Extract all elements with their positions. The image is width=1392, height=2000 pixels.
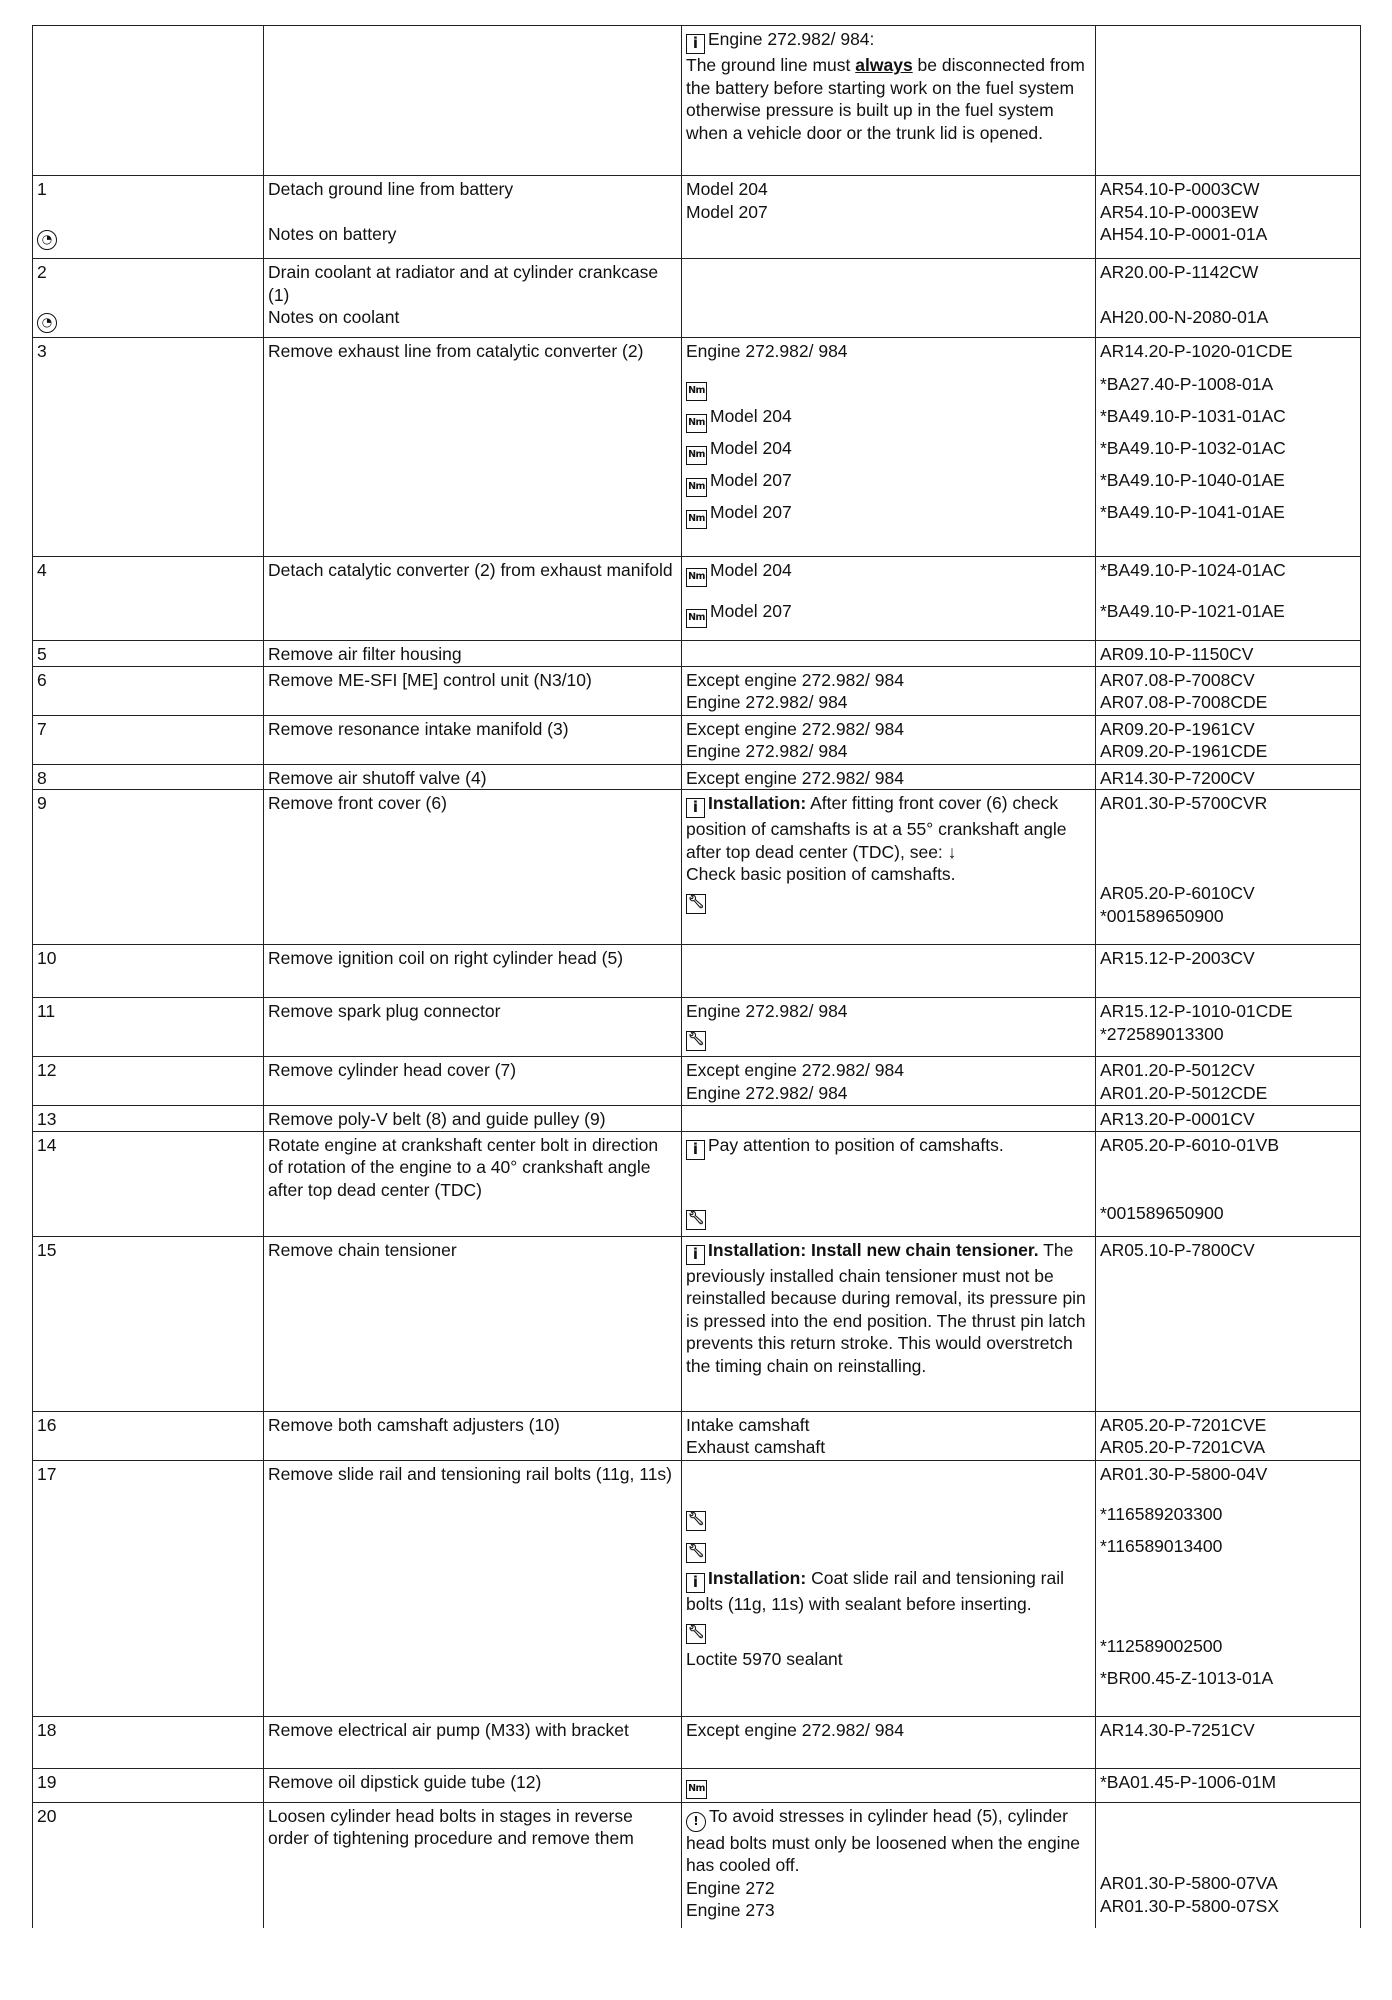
- note-text: Except engine 272.982/ 984: [686, 1719, 904, 1740]
- reference-link[interactable]: AR01.20-P-5012CDE: [1100, 1082, 1268, 1103]
- note-text: Model 204: [710, 437, 792, 458]
- step-number: 12: [37, 1060, 57, 1080]
- reference-link[interactable]: AH54.10-P-0001-01A: [1100, 224, 1268, 244]
- reference-link[interactable]: *BR00.45-Z-1013-01A: [1100, 1667, 1274, 1688]
- work-step-text: Notes on battery: [268, 224, 397, 244]
- reference-link[interactable]: AR01.30-P-5700CVR: [1100, 793, 1268, 813]
- reference-link[interactable]: *112589002500: [1100, 1635, 1223, 1656]
- note-text: Engine 272.982/ 984: [686, 1082, 848, 1103]
- reference-cell: [1096, 666, 1361, 715]
- reference-link[interactable]: AR14.20-P-1020-01CDE: [1100, 341, 1293, 361]
- work-step-cell: [264, 998, 682, 1057]
- reference-link[interactable]: AR01.30-P-5800-07SX: [1100, 1895, 1279, 1916]
- note-text: Model 204: [710, 405, 792, 426]
- note-text: Engine 273: [686, 1900, 775, 1920]
- note-heading: Installation:: [708, 1568, 807, 1588]
- note-text: Engine 272.982/ 984: [686, 1001, 848, 1021]
- reference-link[interactable]: AR15.12-P-1010-01CDE: [1100, 1001, 1293, 1021]
- note-text: Loctite 5970 sealant: [686, 1648, 843, 1669]
- notes-cell: [682, 1057, 1096, 1106]
- work-step-text: Remove oil dipstick guide tube (12): [268, 1771, 542, 1792]
- table-row: [33, 790, 1361, 945]
- notes-cell: [682, 1716, 1096, 1768]
- reference-cell: [1096, 1131, 1361, 1236]
- table-row: [33, 764, 1361, 790]
- step-number: 15: [37, 1239, 57, 1260]
- work-step-text: Remove ignition coil on right cylinder head (5): [268, 948, 624, 968]
- work-step-cell: [264, 1131, 682, 1236]
- reference-link[interactable]: AR05.20-P-6010CV: [1100, 883, 1255, 903]
- table-row: [33, 557, 1361, 641]
- reference-link[interactable]: *001589650900: [1100, 1202, 1224, 1223]
- note-heading: Installation:: [708, 793, 807, 813]
- note-text: Except engine 272.982/ 984: [686, 1060, 904, 1080]
- note-text: Intake camshaft: [686, 1414, 810, 1435]
- reference-link[interactable]: AR14.30-P-7200CV: [1100, 767, 1255, 788]
- reference-link[interactable]: AR13.20-P-0001CV: [1100, 1109, 1255, 1129]
- step-number: 7: [37, 718, 47, 739]
- table-row: [33, 1460, 1361, 1716]
- work-step-text: Remove ME-SFI [ME] control unit (N3/10): [268, 669, 592, 690]
- notes-icon: ◔: [37, 313, 57, 333]
- reference-link[interactable]: AR01.30-P-5800-07VA: [1100, 1873, 1278, 1893]
- note-text: Except engine 272.982/ 984: [686, 718, 904, 739]
- special-tool-icon: 🔧︎: [686, 1031, 706, 1051]
- notes-cell: [682, 557, 1096, 641]
- work-step-text: Loosen cylinder head bolts in stages in reverse order of tightening procedure and remove them: [268, 1805, 638, 1848]
- table-row: [33, 1236, 1361, 1411]
- reference-link[interactable]: *272589013300: [1100, 1023, 1224, 1044]
- special-tool-icon: 🔧︎: [686, 1210, 706, 1230]
- reference-cell: [1096, 1057, 1361, 1106]
- notes-cell: [682, 26, 1096, 176]
- reference-cell: [1096, 945, 1361, 998]
- work-step-text: Remove exhaust line from catalytic converter (2): [268, 341, 644, 361]
- step-number: 5: [37, 644, 47, 664]
- step-number-cell: [33, 1236, 264, 1411]
- reference-link[interactable]: *BA49.10-P-1032-01AC: [1100, 437, 1286, 458]
- note-heading: Installation: Install new chain tensioner.: [708, 1239, 1039, 1260]
- step-number-cell: [33, 764, 264, 790]
- work-step-cell: [264, 641, 682, 667]
- step-number-cell: [33, 715, 264, 764]
- table-row: [33, 715, 1361, 764]
- note-text: be disconnected from the battery before starting work on the fuel system otherwise pressure is built up in the fuel system when a vehicle door or the trunk lid is opened.: [686, 55, 1085, 143]
- notes-cell: [682, 790, 1096, 945]
- reference-link[interactable]: AR54.10-P-0003EW: [1100, 201, 1259, 222]
- warning-icon: !: [686, 1812, 706, 1832]
- notes-cell: [682, 1802, 1096, 1928]
- step-number: 9: [37, 793, 47, 813]
- table-row: [33, 1106, 1361, 1132]
- note-text: Engine 272: [686, 1877, 775, 1898]
- torque-icon: Nm: [686, 478, 707, 497]
- table-row: [33, 666, 1361, 715]
- reference-cell: [1096, 1460, 1361, 1716]
- step-number-cell: [33, 26, 264, 176]
- torque-icon: Nm: [686, 446, 707, 465]
- reference-link[interactable]: *BA49.10-P-1040-01AE: [1100, 469, 1285, 490]
- work-step-text: Remove front cover (6): [268, 793, 447, 813]
- notes-cell: [682, 641, 1096, 667]
- reference-link[interactable]: *BA49.10-P-1041-01AE: [1100, 501, 1285, 522]
- notes-cell: [682, 259, 1096, 338]
- work-step-cell: [264, 338, 682, 557]
- reference-link[interactable]: AR05.20-P-7201CVE: [1100, 1414, 1267, 1435]
- reference-link[interactable]: *116589013400: [1100, 1536, 1223, 1556]
- note-text: Model 204: [686, 179, 768, 199]
- step-number: 13: [37, 1109, 57, 1129]
- step-number-cell: [33, 176, 264, 259]
- step-number-cell: [33, 1411, 264, 1460]
- special-tool-icon: 🔧︎: [686, 1511, 706, 1531]
- note-text: Model 207: [710, 501, 792, 522]
- reference-link[interactable]: AR09.20-P-1961CV: [1100, 718, 1255, 739]
- info-icon: i: [686, 798, 705, 818]
- work-step-text: Remove resonance intake manifold (3): [268, 718, 569, 739]
- work-step-text: Remove poly-V belt (8) and guide pulley (9): [268, 1109, 606, 1129]
- step-number-cell: [33, 790, 264, 945]
- step-number: 8: [37, 767, 47, 788]
- work-step-text: Detach catalytic converter (2) from exhaust manifold: [268, 560, 673, 580]
- reference-cell: [1096, 998, 1361, 1057]
- note-text: Except engine 272.982/ 984: [686, 767, 904, 788]
- work-step-text: Remove air shutoff valve (4): [268, 767, 487, 788]
- note-text: The previously installed chain tensioner must not be reinstalled because during removal, its pressure pin is pressed into the end position. The thrust pin latch prevents this return stroke. This would overstretch the timing chain on reinstalling.: [686, 1239, 1086, 1376]
- step-number-cell: [33, 641, 264, 667]
- torque-icon: Nm: [686, 1780, 707, 1799]
- reference-cell: [1096, 715, 1361, 764]
- note-text: Exhaust camshaft: [686, 1437, 826, 1457]
- work-step-text: Remove cylinder head cover (7): [268, 1060, 517, 1080]
- notes-cell: [682, 1131, 1096, 1236]
- reference-link[interactable]: *BA49.10-P-1021-01AE: [1100, 601, 1285, 621]
- reference-link[interactable]: *116589203300: [1100, 1504, 1223, 1524]
- note-text: Engine 272.982/ 984: [686, 741, 848, 761]
- reference-cell: [1096, 790, 1361, 945]
- step-number-cell: [33, 557, 264, 641]
- procedure-document: [32, 25, 1360, 1928]
- work-step-text: Remove chain tensioner: [268, 1239, 457, 1260]
- reference-cell: [1096, 1716, 1361, 1768]
- notes-cell: [682, 1460, 1096, 1716]
- work-step-text: Remove spark plug connector: [268, 1001, 501, 1021]
- notes-icon: ◔: [37, 230, 57, 250]
- step-number: 20: [37, 1805, 57, 1826]
- notes-cell: [682, 945, 1096, 998]
- reference-cell: [1096, 641, 1361, 667]
- note-text: Model 207: [710, 469, 792, 490]
- reference-link[interactable]: *BA01.45-P-1006-01M: [1100, 1771, 1277, 1792]
- reference-cell: [1096, 764, 1361, 790]
- note-text: Check basic position of camshafts.: [686, 864, 956, 884]
- note-text: To avoid stresses in cylinder head (5), cylinder head bolts must only be loosened when the engine has cooled off.: [686, 1805, 1081, 1875]
- reference-cell: [1096, 557, 1361, 641]
- step-number: 17: [37, 1463, 57, 1484]
- work-step-cell: [264, 1106, 682, 1132]
- note-text: Engine 272.982/ 984: [686, 341, 848, 361]
- note-text: Except engine 272.982/ 984: [686, 669, 904, 690]
- step-number-cell: [33, 1802, 264, 1928]
- notes-cell: [682, 1236, 1096, 1411]
- step-number: 6: [37, 669, 47, 690]
- work-step-cell: [264, 557, 682, 641]
- work-step-cell: [264, 176, 682, 259]
- note-text: Engine 272.982/ 984: [686, 692, 848, 712]
- reference-link[interactable]: AR05.20-P-6010-01VB: [1100, 1134, 1279, 1155]
- work-step-text: Remove slide rail and tensioning rail bolts (11g, 11s): [268, 1463, 673, 1484]
- work-step-cell: [264, 1460, 682, 1716]
- step-number-cell: [33, 1131, 264, 1236]
- reference-link[interactable]: *BA49.10-P-1024-01AC: [1100, 560, 1286, 580]
- step-number-cell: [33, 666, 264, 715]
- step-number-cell: [33, 1057, 264, 1106]
- notes-cell: [682, 666, 1096, 715]
- notes-cell: [682, 338, 1096, 557]
- work-step-text: Remove both camshaft adjusters (10): [268, 1414, 560, 1435]
- reference-cell: [1096, 259, 1361, 338]
- step-number-cell: [33, 1716, 264, 1768]
- reference-link[interactable]: *BA49.10-P-1031-01AC: [1100, 405, 1286, 426]
- torque-icon: Nm: [686, 609, 707, 628]
- reference-link[interactable]: AR07.08-P-7008CDE: [1100, 692, 1268, 712]
- step-number: 16: [37, 1414, 57, 1435]
- reference-link[interactable]: AR05.10-P-7800CV: [1100, 1239, 1255, 1260]
- table-row: [33, 1131, 1361, 1236]
- note-text: The ground line must: [686, 55, 856, 75]
- reference-link[interactable]: AR07.08-P-7008CV: [1100, 669, 1255, 690]
- reference-link[interactable]: AR01.30-P-5800-04V: [1100, 1463, 1268, 1484]
- work-step-cell: [264, 764, 682, 790]
- step-number: 14: [37, 1134, 57, 1155]
- step-number: 18: [37, 1719, 57, 1740]
- notes-cell: [682, 1106, 1096, 1132]
- reference-cell: [1096, 1236, 1361, 1411]
- procedure-table: [32, 25, 1361, 1928]
- reference-link[interactable]: AR15.12-P-2003CV: [1100, 948, 1255, 968]
- reference-link[interactable]: AR09.10-P-1150CV: [1100, 644, 1254, 664]
- table-row: [33, 945, 1361, 998]
- reference-link[interactable]: AR09.20-P-1961CDE: [1100, 741, 1268, 761]
- notes-cell: [682, 176, 1096, 259]
- work-step-text: Rotate engine at crankshaft center bolt in direction of rotation of the engine to a 40° crankshaft angle after top dead center (TDC): [268, 1134, 663, 1200]
- reference-link[interactable]: AH20.00-N-2080-01A: [1100, 307, 1269, 327]
- note-text: Pay attention to position of camshafts.: [708, 1134, 1004, 1155]
- note-text: After fitting front cover (6) check position of camshafts is at a 55° crankshaft angle after top dead center (TDC), see: ↓: [686, 793, 1067, 862]
- torque-icon: Nm: [686, 510, 707, 529]
- work-step-cell: [264, 1716, 682, 1768]
- table-row: [33, 1802, 1361, 1928]
- reference-cell: [1096, 1106, 1361, 1132]
- note-text: Model 204: [710, 560, 792, 580]
- reference-link[interactable]: AR05.20-P-7201CVA: [1100, 1437, 1266, 1457]
- work-step-cell: [264, 1057, 682, 1106]
- reference-link[interactable]: AR14.30-P-7251CV: [1100, 1719, 1255, 1740]
- torque-icon: Nm: [686, 568, 707, 587]
- reference-cell: [1096, 1411, 1361, 1460]
- work-step-text: Remove air filter housing: [268, 644, 462, 664]
- torque-icon: Nm: [686, 414, 707, 433]
- step-number-cell: [33, 338, 264, 557]
- work-step-cell: [264, 26, 682, 176]
- torque-icon: Nm: [686, 382, 707, 401]
- notes-cell: [682, 715, 1096, 764]
- work-step-cell: [264, 1768, 682, 1802]
- step-number: 10: [37, 948, 57, 968]
- info-icon: i: [686, 34, 705, 54]
- table-row: [33, 641, 1361, 667]
- step-number-cell: [33, 1460, 264, 1716]
- notes-cell: [682, 998, 1096, 1057]
- reference-link[interactable]: AR01.20-P-5012CV: [1100, 1060, 1255, 1080]
- work-step-text: Remove electrical air pump (M33) with bracket: [268, 1719, 629, 1740]
- reference-cell: [1096, 176, 1361, 259]
- work-step-cell: [264, 790, 682, 945]
- work-step-cell: [264, 259, 682, 338]
- special-tool-icon: 🔧︎: [686, 1543, 706, 1563]
- reference-link[interactable]: *001589650900: [1100, 905, 1224, 926]
- reference-cell: [1096, 1802, 1361, 1928]
- step-number: 2: [37, 262, 47, 282]
- notes-cell: [682, 764, 1096, 790]
- work-step-cell: [264, 945, 682, 998]
- work-step-cell: [264, 666, 682, 715]
- note-emphasis: always: [855, 55, 913, 75]
- step-number: 19: [37, 1771, 57, 1792]
- step-number-cell: [33, 259, 264, 338]
- work-step-cell: [264, 715, 682, 764]
- step-number: 11: [37, 1001, 56, 1021]
- note-text: Engine 272.982/ 984:: [708, 29, 875, 49]
- info-icon: i: [686, 1573, 705, 1593]
- table-row: [33, 26, 1361, 176]
- step-number-cell: [33, 1106, 264, 1132]
- reference-link[interactable]: AR20.00-P-1142CW: [1100, 262, 1259, 282]
- step-number: 3: [37, 341, 47, 361]
- table-row: [33, 259, 1361, 338]
- special-tool-icon: 🔧︎: [686, 1624, 706, 1644]
- step-number-cell: [33, 945, 264, 998]
- reference-cell: [1096, 338, 1361, 557]
- step-number-cell: [33, 1768, 264, 1802]
- table-row: [33, 1411, 1361, 1460]
- table-row: [33, 998, 1361, 1057]
- work-step-cell: [264, 1802, 682, 1928]
- work-step-text: Notes on coolant: [268, 307, 400, 327]
- info-icon: i: [686, 1140, 705, 1160]
- notes-cell: [682, 1768, 1096, 1802]
- notes-cell: [682, 1411, 1096, 1460]
- table-row: [33, 1768, 1361, 1802]
- note-text: Coat slide rail and tensioning rail bolts (11g, 11s) with sealant before inserting.: [686, 1568, 1064, 1614]
- reference-link[interactable]: AR54.10-P-0003CW: [1100, 179, 1260, 199]
- work-step-cell: [264, 1411, 682, 1460]
- step-number: 4: [37, 560, 47, 580]
- step-number: 1: [37, 179, 47, 199]
- table-row: [33, 338, 1361, 557]
- work-step-cell: [264, 1236, 682, 1411]
- reference-link[interactable]: *BA27.40-P-1008-01A: [1100, 373, 1274, 394]
- table-row: [33, 1716, 1361, 1768]
- table-row: [33, 176, 1361, 259]
- reference-cell: [1096, 1768, 1361, 1802]
- reference-cell: [1096, 26, 1361, 176]
- note-text: Model 207: [710, 601, 792, 621]
- table-row: [33, 1057, 1361, 1106]
- step-number-cell: [33, 998, 264, 1057]
- work-step-text: Detach ground line from battery: [268, 179, 514, 199]
- info-icon: i: [686, 1245, 705, 1265]
- special-tool-icon: 🔧︎: [686, 894, 706, 914]
- work-step-text: Drain coolant at radiator and at cylinder crankcase (1): [268, 262, 663, 305]
- note-text: Model 207: [686, 201, 768, 222]
